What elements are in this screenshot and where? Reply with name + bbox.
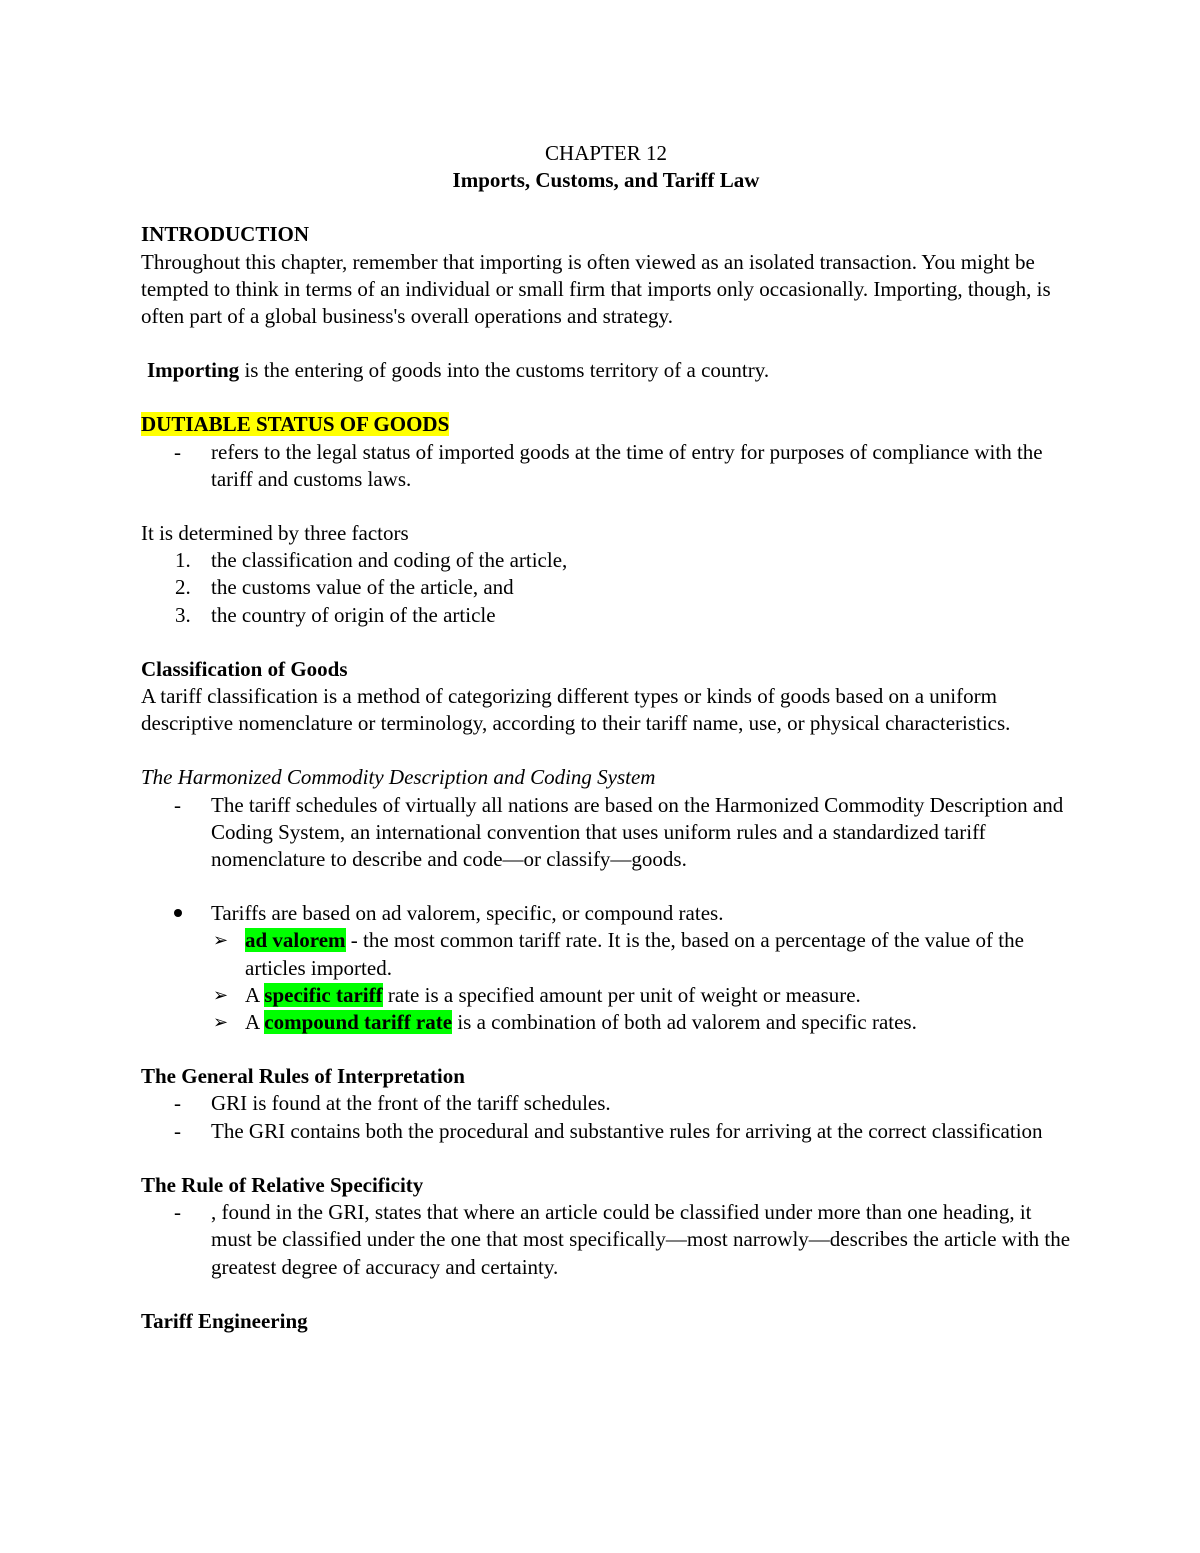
specificity-item: - , found in the GRI, states that where an article could be classified under more than one heading, it must be classified under the one that most specifically—most narrowly—describes the article with the greatest degree of accuracy and certainty. [174, 1200, 1071, 1279]
chapter-number: CHAPTER 12 [545, 141, 667, 165]
arrow-bullet-icon: ➢ [213, 984, 229, 1005]
dash-bullet: - [174, 792, 181, 817]
importing-term: Importing [147, 358, 240, 383]
highlighted-term: compound tariff rate [264, 1010, 453, 1035]
hs-item: - The tariff schedules of virtually all nations are based on the Harmonized Commodity Description and Coding System, an international convention that uses uniform rules and a standardized tariff nomenclature to describe and code—or classify—goods. [174, 792, 1064, 872]
intro-paragraph: Throughout this chapter, remember that importing is often viewed as an isolated transaction. You might be tempted to think in terms of an individual or small firm that imports only occasionally. Importing, though, is often part of a global business's overall operations and strategy. [141, 249, 1051, 329]
dutiable-heading: DUTIABLE STATUS OF GOODS [141, 412, 450, 437]
gri-heading: The General Rules of Interpretation [141, 1064, 465, 1089]
specificity-heading: The Rule of Relative Specificity [141, 1172, 424, 1197]
arrow-bullet-icon: ➢ [213, 930, 229, 951]
dash-bullet: - [174, 1091, 181, 1116]
list-item: 2. the customs value of the article, and [175, 575, 514, 600]
document-page [141, 140, 1071, 1335]
dash-bullet: - [174, 439, 181, 464]
highlighted-term: specific tariff [264, 982, 383, 1007]
gri-item: - The GRI contains both the procedural and substantive rules for arriving at the correct classification [141, 1118, 1071, 1145]
chapter-title: Imports, Customs, and Tariff Law [452, 168, 760, 193]
dutiable-definition-item: - refers to the legal status of imported goods at the time of entry for purposes of compliance with the tariff and customs laws. [174, 439, 1043, 491]
rate-item-ad-valorem: ➢ ad valorem - the most common tariff rate. It is the, based on a percentage of the value of the articles imported. [213, 928, 1024, 980]
hs-subheading: The Harmonized Commodity Description and Coding System [141, 765, 656, 790]
bullet-icon [174, 900, 204, 927]
classification-paragraph: A tariff classification is a method of categorizing different types or kinds of goods based on a uniform descriptive nomenclature or terminology, according to their tariff name, use, or physical characteristics. [141, 684, 1011, 736]
rates-item: Tariffs are based on ad valorem, specific, or compound rates. [141, 900, 1071, 927]
rate-item-specific: ➢ A specific tariff rate is a specified amount per unit of weight or measure. [141, 982, 1071, 1009]
rate-item-compound: ➢ A compound tariff rate is a combination of both ad valorem and specific rates. [141, 1009, 1071, 1036]
classification-heading: Classification of Goods [141, 656, 348, 681]
intro-heading: INTRODUCTION [141, 222, 310, 247]
list-item: 3. the country of origin of the article [175, 602, 496, 627]
highlighted-term: ad valorem [245, 928, 346, 953]
engineering-heading: Tariff Engineering [141, 1308, 308, 1333]
importing-definition: Importing is the entering of goods into the customs territory of a country. [147, 358, 770, 383]
dash-bullet: - [174, 1200, 181, 1225]
dash-bullet: - [174, 1118, 181, 1143]
gri-item: - GRI is found at the front of the tariff schedules. [141, 1090, 1071, 1117]
factors-intro: It is determined by three factors [141, 521, 409, 546]
list-item: 1. the classification and coding of the article, [175, 548, 568, 573]
arrow-bullet-icon: ➢ [213, 1012, 229, 1033]
